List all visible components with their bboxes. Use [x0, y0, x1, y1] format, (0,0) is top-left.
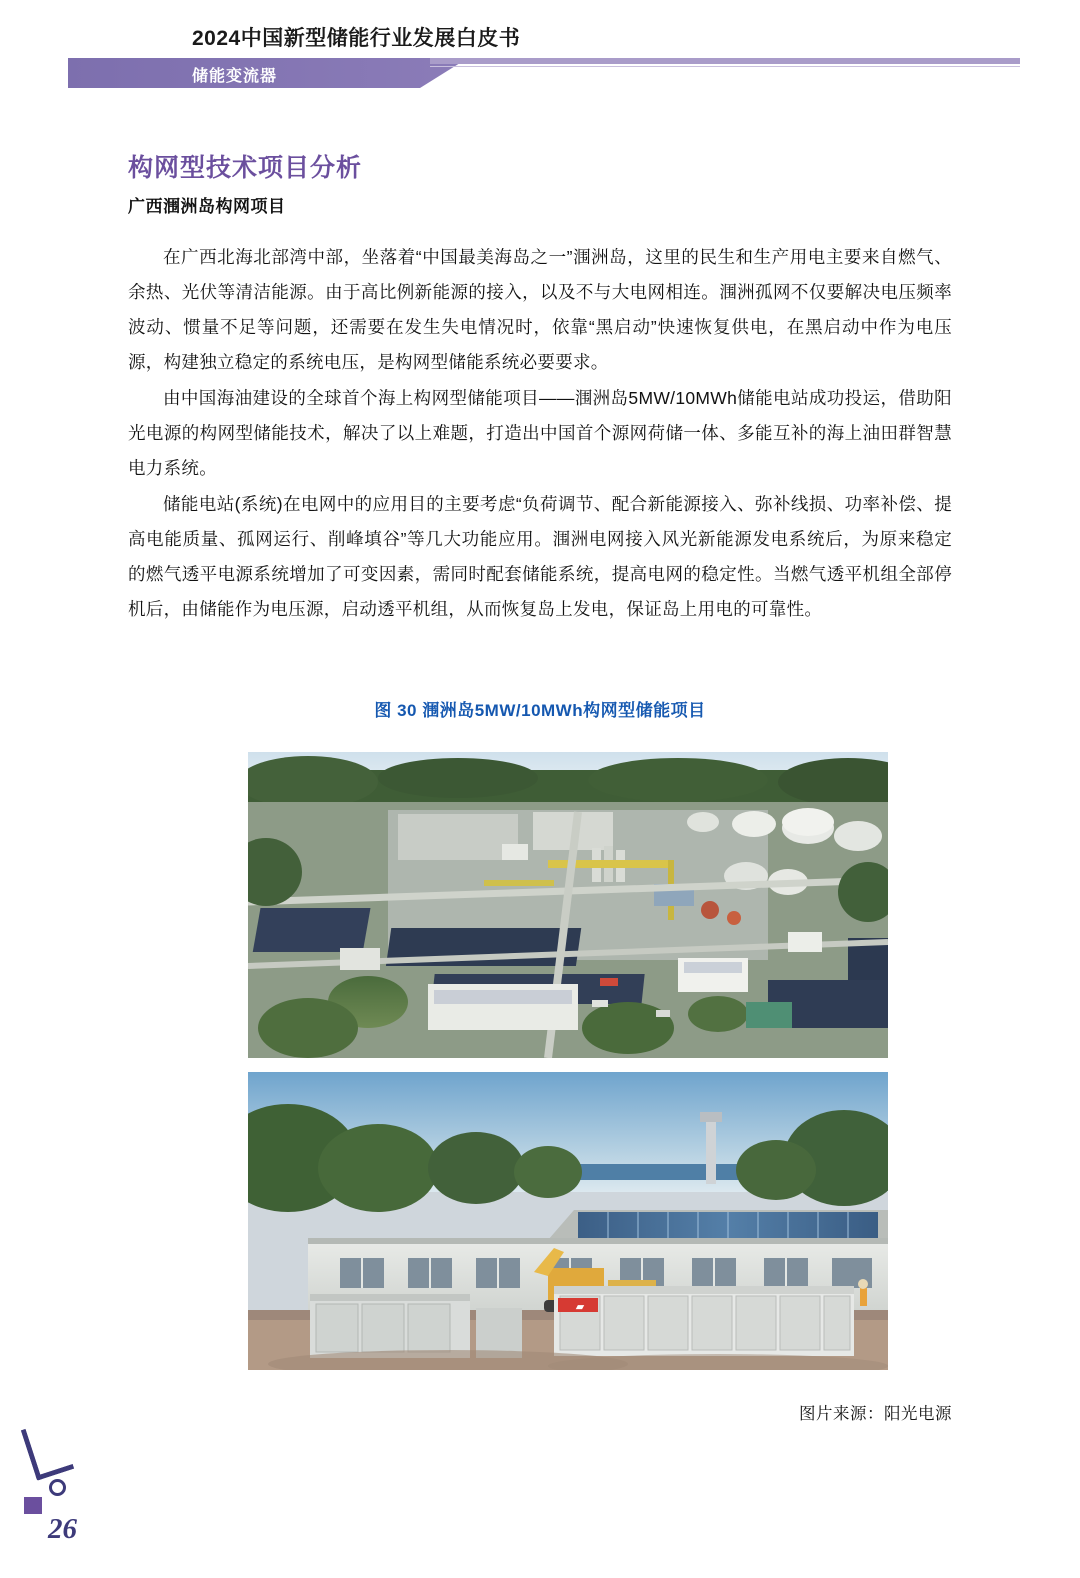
header-ribbon-right — [430, 58, 1020, 64]
paragraph-1: 在广西北海北部湾中部，坐落着“中国最美海岛之一”涠洲岛，这里的民生和生产用电主要来自燃气、余热、光伏等清洁能源。由于高比例新能源的接入，以及不与大电网相连。涠洲孤网不仅要解决电压频率波动、惯量不足等问题，还需要在发生失电情况时，依靠“黑启动”快速恢复供电，在黑启动中作为电压源，构建独立稳定的系统电压，是构网型储能系统必要要求。 — [128, 247, 952, 372]
section-tag-label: 储能变流器 — [192, 68, 278, 85]
footer-swoosh-icon — [21, 1418, 74, 1480]
page-number: 26 — [48, 1513, 77, 1545]
site-photo-graphic — [248, 1072, 888, 1370]
svg-text:▰: ▰ — [575, 1301, 585, 1313]
page-title: 构网型技术项目分析 — [128, 154, 363, 182]
figure-caption: 图 30 涠洲岛5MW/10MWh构网型储能项目 — [374, 701, 706, 720]
header-ribbon-right-thin — [430, 66, 1020, 67]
paragraph-2: 由中国海油建设的全球首个海上构网型储能项目——涠洲岛5MW/10MWh储能电站成功投运，借助阳光电源的构网型储能技术，解决了以上难题，打造出中国首个源网荷储一体、多能互补的海上油田群智慧电力系统。 — [128, 388, 952, 478]
sub-section-title: 广西涠洲岛构网项目 — [128, 197, 286, 216]
figure-site-photo — [248, 1072, 888, 1370]
footer-square-icon — [24, 1497, 42, 1514]
body-text — [128, 240, 952, 628]
image-credit: 图片来源：阳光电源 — [799, 1405, 952, 1423]
page-header — [0, 0, 1080, 100]
document-title: 2024中国新型储能行业发展白皮书 — [192, 27, 521, 50]
footer-dot-icon — [49, 1479, 66, 1496]
paragraph-3: 储能电站(系统)在电网中的应用目的主要考虑“负荷调节、配合新能源接入、弥补线损、功率补偿、提高电能质量、孤网运行、削峰填谷”等几大功能应用。涠洲电网接入风光新能源发电系统后，为原来稳定的燃气透平电源系统增加了可变因素，需同时配套储能系统，提高电网的稳定性。当燃气透平机组全部停机后，由储能作为电压源，启动透平机组，从而恢复岛上发电，保证岛上用电的可靠性。 — [128, 494, 952, 619]
aerial-photo-graphic — [248, 752, 888, 1058]
figure-aerial-photo — [248, 752, 888, 1058]
